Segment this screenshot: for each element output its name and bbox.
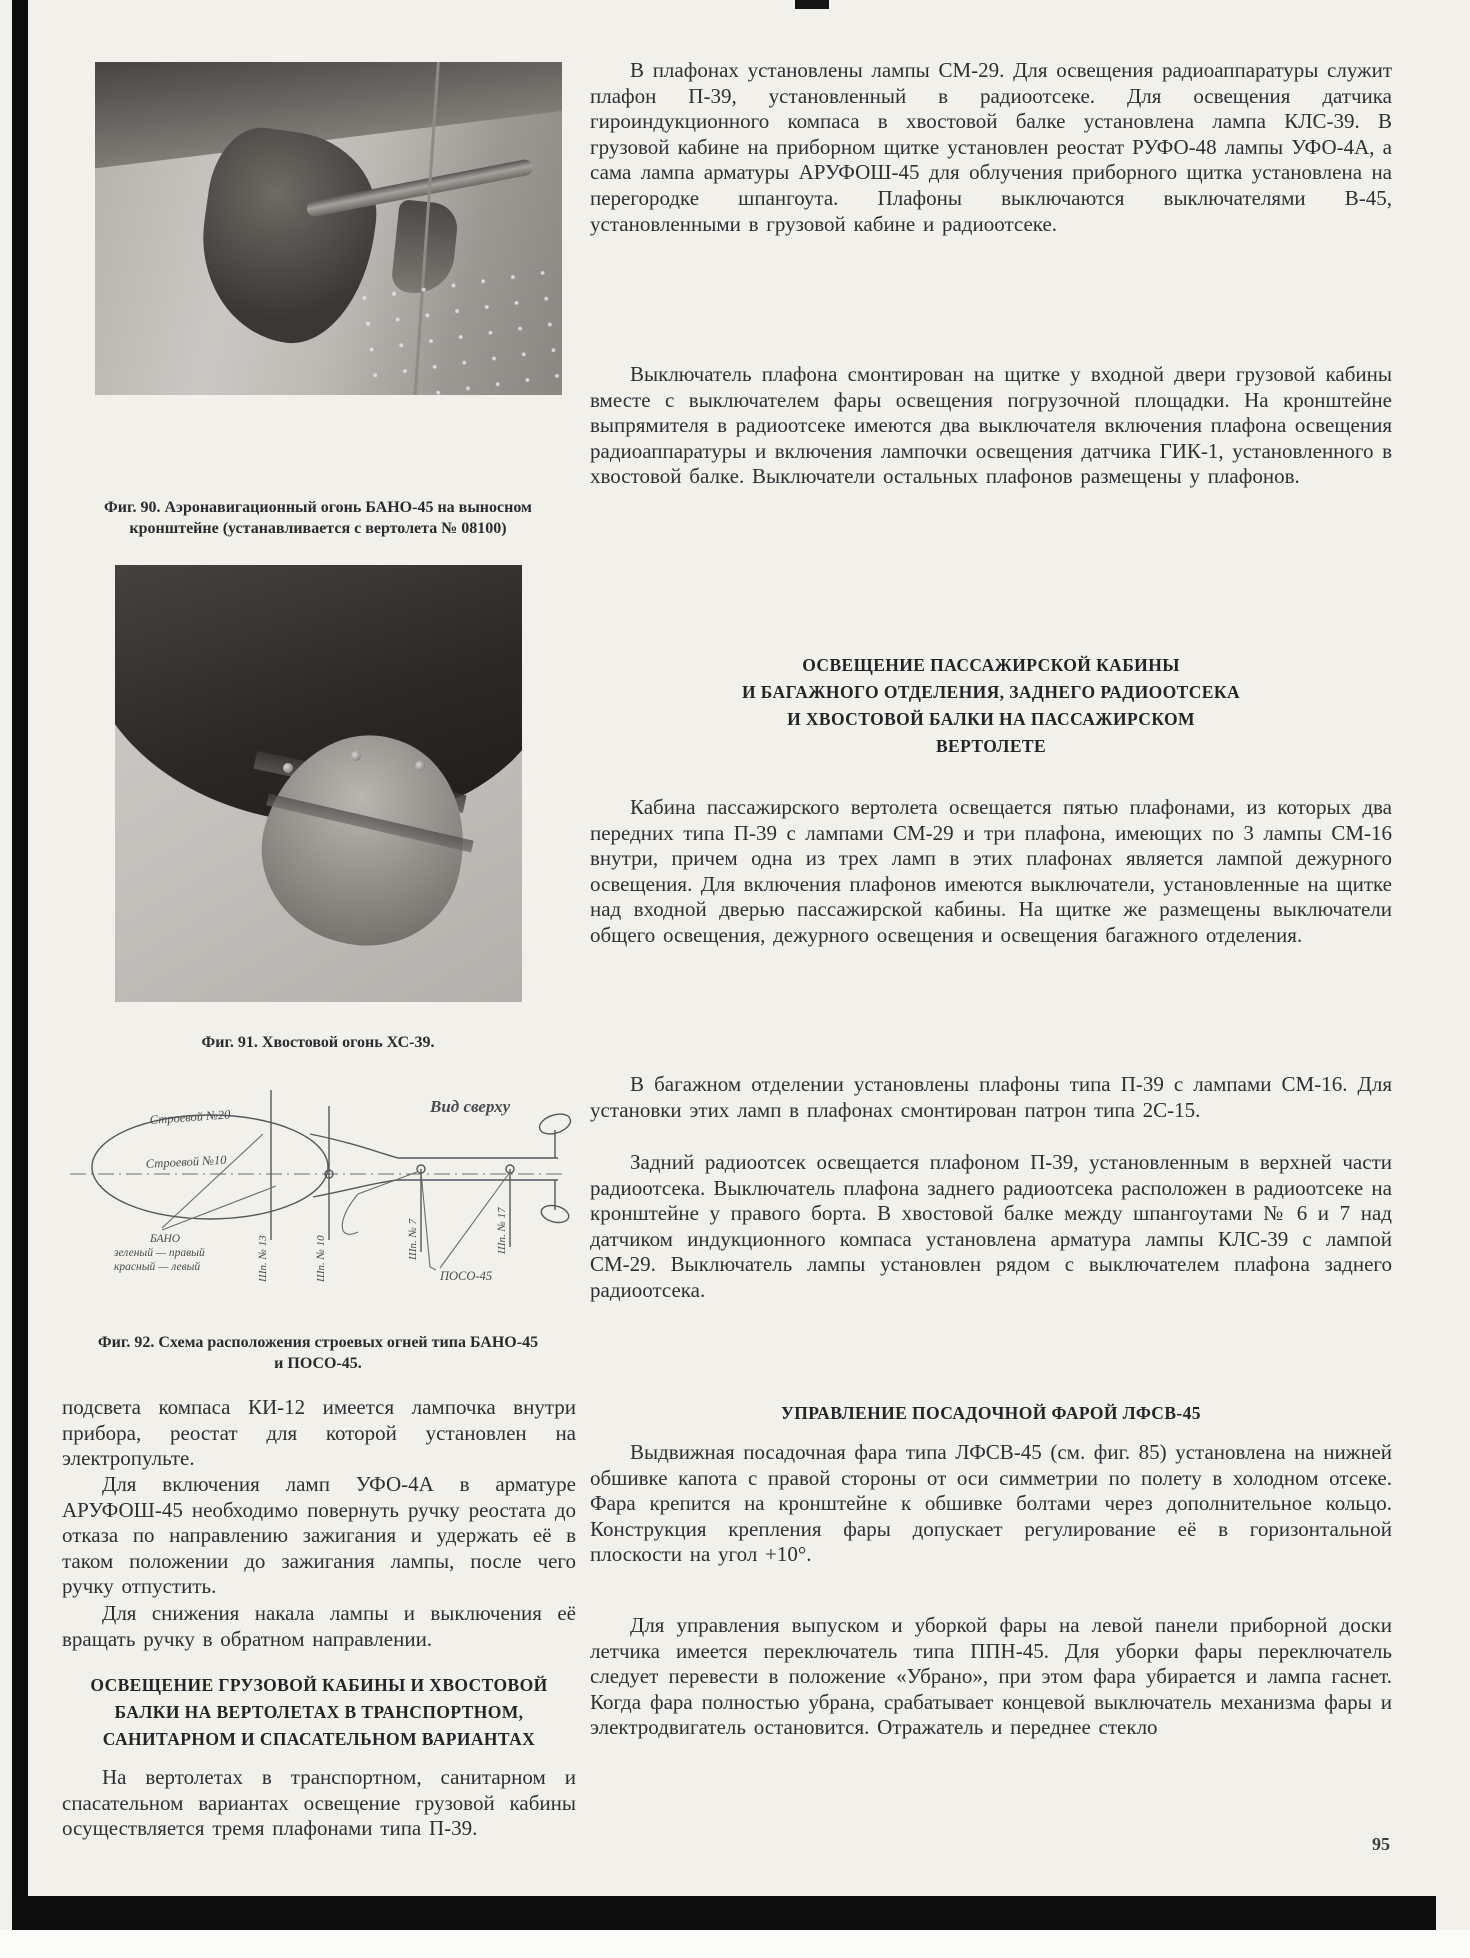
- stroevoy10-label: Строевой №10: [145, 1152, 227, 1171]
- right-paragraph-cabin: Кабина пассажирского вертолета освещается пятью плафонами, из которых два передних типа П-39 с лампами СМ-29 и три плафона, имеющих по 3 лампы СМ-16 внутри, причем одна из трех ламп в этих плафонах является лампой дежурного освещения. Для включения плафонов имеются выключатели, установленные на щитке над входной дверью пассажирской кабины. На щитке же размещены выключатели общего освещения, дежурного освещения и освещения багажного отделения.: [590, 795, 1392, 947]
- right-section-heading-passenger: [590, 652, 1392, 760]
- fig92-diagram: [58, 1082, 574, 1326]
- fig91-bolt: [415, 761, 425, 771]
- tailboom-bottom: [313, 1180, 558, 1197]
- left-paragraph-dimming: Для снижения накала лампы и выключения её вращать ручку в обратном направлении.: [62, 1601, 576, 1651]
- fig90-caption: [62, 497, 574, 539]
- book-spine-shadow: [12, 0, 28, 1932]
- right-paragraph-ppn45: Для управления выпуском и уборкой фары на левой панели приборной доски летчика имеется переключатель типа ППН-45. Для уборки фары переключатель следует перевести в положение «Убрано», при этом фара убирается и лампа гаснет. Когда фара полностью убрана, срабатывает концевой выключатель механизма фары и электродвигатель остановится. Отражатель и переднее стекло: [590, 1613, 1392, 1740]
- right-heading1-line2: И БАГАЖНОГО ОТДЕЛЕНИЯ, ЗАДНЕГО РАДИООТСЕКА: [742, 682, 1240, 702]
- fig92-caption-line2: и ПОСО-45.: [274, 1355, 362, 1372]
- fig92-caption-line1: Фиг. 92. Схема расположения строевых огней типа БАНО-45: [97, 1334, 539, 1351]
- right-paragraph-lamps: В плафонах установлены лампы СМ-29. Для освещения радиоаппаратуры служит плафон П-39, установленный в радиоотсеке. Для освещения датчика гироиндукционного компаса в хвостовой балке установлена лампа КЛС-39. В грузовой кабине на приборном щитке установлен реостат РУФО-48 лампы УФО-4А, а сама лампа арматуры АРУФОШ-45 для облучения приборного щитка установлена на перегородке шпангоута. Плафоны выключаются выключателями В-45, установленными в грузовой кабине и радиоотсеке.: [590, 58, 1392, 236]
- poso-label: ПОСО-45: [440, 1269, 493, 1283]
- bano-callout-2: [162, 1186, 276, 1230]
- bano-callout-1: [162, 1134, 263, 1228]
- left-paragraph-compass: подсвета компаса КИ-12 имеется лампочка внутри прибора, реостат для которой установлен на электропульте.: [62, 1395, 576, 1471]
- view-label: Вид сверху: [430, 1097, 511, 1116]
- poso-callout-1: [421, 1172, 436, 1270]
- tailrotor-blade-bottom: [539, 1203, 570, 1225]
- tailboom-top: [310, 1134, 558, 1158]
- left-section-heading: [62, 1672, 576, 1753]
- frame10-label: Шп. № 10: [315, 1235, 327, 1282]
- fig91-caption: [62, 1032, 574, 1053]
- frame13-label: Шп. № 13: [257, 1235, 269, 1282]
- fig91-photo: [115, 565, 522, 1002]
- left-paragraph-variants: На вертолетах в транспортном, санитарном и спасательном вариантах освещение грузовой кабины осуществляется тремя плафонами типа П-39.: [62, 1765, 576, 1841]
- fig90-caption-line2: кронштейне (устанавливается с вертолета № 08100): [129, 520, 507, 537]
- right-heading1-line3: И ХВОСТОВОЙ БАЛКИ НА ПАССАЖИРСКОМ: [787, 709, 1195, 729]
- fig90-rivet-row: [348, 258, 562, 395]
- left-paragraph-ufo4a: Для включения ламп УФО-4А в арматуре АРУФОШ-45 необходимо повернуть ручку реостата до отказа по направлению зажигания и удержать её в таком положении до зажигания лампы, после чего ручку отпустить.: [62, 1472, 576, 1599]
- fig91-bolt: [351, 751, 361, 761]
- right-heading1-line4: ВЕРТОЛЕТЕ: [935, 736, 1047, 756]
- poso-callout-curve: [342, 1172, 417, 1234]
- bano-label-line3: красный — левый: [114, 1261, 201, 1273]
- scanner-margin: [0, 1930, 1470, 1958]
- fig90-photo: [95, 62, 562, 395]
- fig92-schematic-svg: [58, 1082, 574, 1326]
- left-heading-line2: БАЛКИ НА ВЕРТОЛЕТАХ В ТРАНСПОРТНОМ,: [114, 1702, 524, 1722]
- right-heading1-line1: ОСВЕЩЕНИЕ ПАССАЖИРСКОЙ КАБИНЫ: [802, 655, 1180, 675]
- right-paragraph-switch: Выключатель плафона смонтирован на щитке у входной двери грузовой кабины вместе с выключателем фары освещения погрузочной площадки. На кронштейне выпрямителя в радиоотсеке имеются два выключателя включения плафона освещения радиоаппаратуры и включения лампочки освещения датчика ГИК-1, установленного в хвостовой балке. Выключатели остальных плафонов размещены у плафонов.: [590, 362, 1392, 489]
- binding-mark: [795, 0, 829, 9]
- frame17-label: Шп. № 17: [496, 1207, 508, 1254]
- right-paragraph-baggage: В багажном отделении установлены плафоны типа П-39 с лампами СМ-16. Для установки этих ламп в плафонах смонтирован патрон типа 2С-15.: [590, 1072, 1392, 1122]
- fig91-bolt: [283, 763, 293, 773]
- right-section-heading-landing-light: УПРАВЛЕНИЕ ПОСАДОЧНОЙ ФАРОЙ ЛФСВ-45: [781, 1403, 1201, 1423]
- page-number: 95: [1372, 1834, 1390, 1854]
- fig90-caption-line1: Фиг. 90. Аэронавигационный огонь БАНО-45 на выносном: [104, 499, 532, 516]
- stroevoy20-label: Строевой №20: [149, 1107, 231, 1127]
- page-bottom-edge: [12, 1896, 1436, 1930]
- left-heading-line3: САНИТАРНОМ И СПАСАТЕЛЬНОМ ВАРИАНТАХ: [102, 1729, 536, 1749]
- fig91-caption-line: Фиг. 91. Хвостовой огонь ХС-39.: [201, 1034, 435, 1051]
- bano-label-line2: зеленый — правый: [114, 1247, 205, 1259]
- bano-label-line1: БАНО: [150, 1233, 181, 1245]
- frame7-label: Шп. № 7: [407, 1218, 419, 1260]
- right-paragraph-radiobay: Задний радиоотсек освещается плафоном П-39, установленным в верхней части радиоотсека. Выключатель плафона заднего радиоотсека расположен в радиоотсеке на кронштейне у правого борта. В хвостовой балке между шпангоутами № 6 и 7 над датчиком индукционного компаса установлена арматура лампы КЛС-39 с лампой СМ-29. Выключатель лампы установлен рядом с выключателем плафона заднего радиоотсека.: [590, 1150, 1392, 1302]
- right-paragraph-lfsv: Выдвижная посадочная фара типа ЛФСВ-45 (см. фиг. 85) установлена на нижней обшивке капота с правой стороны от оси симметрии по полету в холодном отсеке. Фара крепится на кронштейне к обшивке болтами через дополнительное кольцо. Конструкция крепления фары допускает регулирование её в горизонтальной плоскости на угол +10°.: [590, 1440, 1392, 1567]
- left-heading-line1: ОСВЕЩЕНИЕ ГРУЗОВОЙ КАБИНЫ И ХВОСТОВОЙ: [90, 1675, 548, 1695]
- fig92-caption: [62, 1332, 574, 1374]
- tailrotor-blade-top: [537, 1110, 573, 1137]
